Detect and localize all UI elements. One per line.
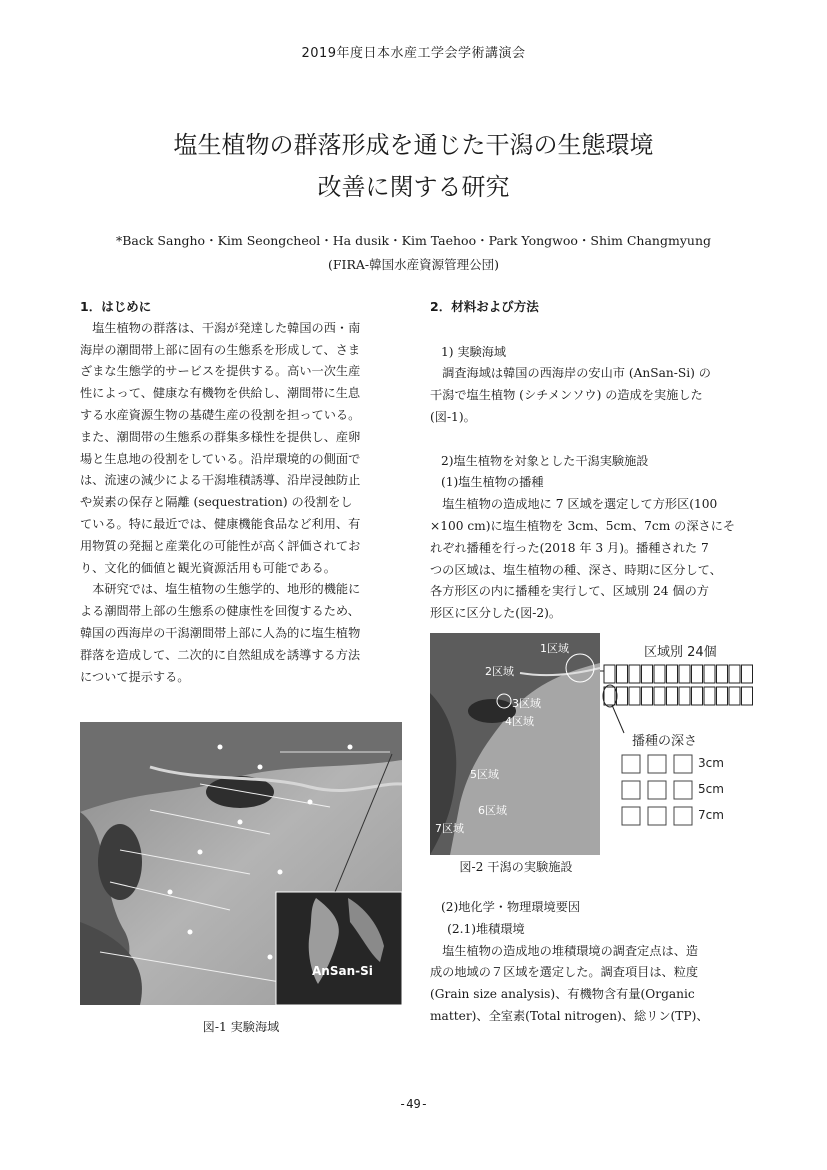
depth-label: 播種の深さ xyxy=(632,734,698,749)
quadrat-cell xyxy=(629,687,640,705)
title-line-2: 改善に関する研究 xyxy=(317,173,510,201)
depth-box xyxy=(622,807,640,825)
intro-line: は、流速の減少による干潟堆積誘導、沿岸浸蝕防止 xyxy=(80,473,361,488)
quadrat-cell xyxy=(717,665,728,683)
quadrat-cell xyxy=(692,665,703,683)
body-line: (Grain size analysis)、有機物含有量(Organic xyxy=(430,987,695,1002)
quadrat-cell xyxy=(704,687,715,705)
quadrat-cell xyxy=(604,665,615,683)
quadrat-cell xyxy=(729,665,740,683)
body-line: 成の地域の７区域を選定した。調査項目は、粒度 xyxy=(430,965,699,980)
intro-line: ている。特に最近では、健康機能食品など利用、有 xyxy=(80,516,361,531)
intro-line: 海岸の潮間帯上部に固有の生態系を形成して、さま xyxy=(80,342,361,357)
quadrat-cell xyxy=(654,687,665,705)
depth-box xyxy=(674,781,692,799)
intro-line: について提示する。 xyxy=(80,669,190,684)
quadrat-cell xyxy=(667,687,678,705)
depth-box xyxy=(648,781,666,799)
right-column-top xyxy=(430,296,760,625)
body-line: つの区域は、塩生植物の種、深さ、時期に区分して、 xyxy=(430,562,722,577)
subsection-subtitle: (1)塩生植物の播種 xyxy=(440,475,544,490)
body-line: (図-1)。 xyxy=(430,409,476,424)
quadrat-cell xyxy=(717,687,728,705)
body-line: れぞれ播種を行った(2018 年 3 月)。播種された 7 xyxy=(430,540,709,555)
quadrat-grid xyxy=(603,665,753,707)
author-block xyxy=(60,229,767,277)
intro-line: 用物質の発掘と産業化の可能性が高く評価されてお xyxy=(80,538,361,553)
depth-box xyxy=(674,807,692,825)
depth-box xyxy=(648,807,666,825)
quadrat-cell xyxy=(642,687,653,705)
depth-value: 7cm xyxy=(698,808,724,822)
intro-line: ざまな生態学的サービスを提供する。高い一次生産 xyxy=(80,364,361,379)
body-line: 各方形区の内に播種を実行して、区域別 24 個の方 xyxy=(430,584,709,599)
figure-1-caption: 図-1 実験海域 xyxy=(202,1020,280,1034)
quadrat-cell xyxy=(654,665,665,683)
title-line-1: 塩生植物の群落形成を通じた干潟の生態環境 xyxy=(173,131,654,159)
depth-boxes xyxy=(622,755,692,825)
body-line: ×100 cm)に塩生植物を 3cm、5cm、7cm の深さにそ xyxy=(430,518,736,533)
depth-box xyxy=(622,781,640,799)
quadrat-cell xyxy=(742,665,753,683)
intro-line: 韓国の西海岸の干潟潮間帯上部に人為的に塩生植物 xyxy=(80,625,361,640)
subsection-title: 1) 実験海域 xyxy=(440,344,507,359)
body-line: 形区に区分した(図-2)。 xyxy=(430,606,562,621)
figure-2-caption: 図-2 干潟の実験施設 xyxy=(459,860,573,874)
quadrat-cell xyxy=(679,687,690,705)
intro-line: 塩生植物の群落は、干潟が発達した韓国の西・南 xyxy=(92,320,361,335)
intro-line: り、文化的価値と観光資源活用も可能である。 xyxy=(80,560,336,575)
subsection-title: 2)塩生植物を対象とした干潟実験施設 xyxy=(440,453,649,468)
zone-label: 2区域 xyxy=(485,665,514,678)
figure-1-aerial-photo xyxy=(80,722,402,1005)
intro-line: する水産資源生物の基礎生産の役割を担っている。 xyxy=(80,407,361,422)
quadrat-cell xyxy=(604,687,615,705)
intro-line: よる潮間帯上部の生態系の健康性を回復するため、 xyxy=(80,604,360,619)
page-number: -49- xyxy=(399,1097,428,1111)
section-heading-methods: 2．材料および方法 xyxy=(430,299,539,314)
zone-label: 4区域 xyxy=(505,715,534,728)
right-column-bottom xyxy=(430,897,760,1028)
body-line: 塩生植物の造成地の堆積環境の調査定点は、造 xyxy=(442,943,699,958)
quadrat-cell xyxy=(742,687,753,705)
body-line: 調査海域は韓国の西海岸の安山市 (AnSan-Si) の xyxy=(442,366,711,381)
quadrat-cell xyxy=(617,665,628,683)
quadrat-cell xyxy=(629,665,640,683)
quadrat-cell xyxy=(667,665,678,683)
intro-line: 本研究では、塩生植物の生態学的、地形的機能に xyxy=(92,582,361,597)
figure-2-experiment-site xyxy=(430,633,760,855)
quadrat-cell xyxy=(617,687,628,705)
intro-line: 場と生息地の役割をしている。沿岸環境的の側面で xyxy=(80,451,361,466)
fig1-inset-label: AnSan-Si xyxy=(312,964,373,978)
zone-label: 7区域 xyxy=(435,822,464,835)
zone-label: 5区域 xyxy=(470,768,499,781)
left-column xyxy=(80,296,410,688)
quadrat-cell xyxy=(642,665,653,683)
zone-label: 3区域 xyxy=(512,697,541,710)
depth-box xyxy=(674,755,692,773)
intro-line: 群落を造成して、二次的に自然組成を誘導する方法 xyxy=(80,647,361,662)
intro-line: や炭素の保存と隔離 (sequestration) の役割をし xyxy=(80,495,353,510)
quadrat-cell xyxy=(729,687,740,705)
body-line: matter)、全室素(Total nitrogen)、総リン(TP)、 xyxy=(430,1008,709,1023)
zone-label: 6区域 xyxy=(478,804,507,817)
quadrat-cell xyxy=(704,665,715,683)
affiliation: (FIRA-韓国水産資源管理公団) xyxy=(327,257,500,272)
subsection-title: (2)地化学・物理環境要因 xyxy=(440,900,581,914)
quadrat-cell xyxy=(679,665,690,683)
conference-header: 2019年度日本水産工学会学術講演会 xyxy=(301,46,526,61)
body-line: 干潟で塩生植物 (シチメンソウ) の造成を実施した xyxy=(430,388,703,403)
section-heading-intro: 1．はじめに xyxy=(80,299,152,314)
body-line: 塩生植物の造成地に 7 区域を選定して方形区(100 xyxy=(442,497,718,512)
author-list: *Back Sangho・Kim Seongcheol・Ha dusik・Kim Taehoo・Park Yongwoo・Shim Changmyung xyxy=(116,233,711,248)
intro-line: また、潮間帯の生態系の群集多様性を提供し、産卵 xyxy=(80,429,361,444)
grid-label: 区域別 24個 xyxy=(644,645,717,660)
paper-title xyxy=(60,124,767,208)
subsection-subtitle: (2.1)堆積環境 xyxy=(447,921,525,936)
depth-box xyxy=(622,755,640,773)
quadrat-cell xyxy=(692,687,703,705)
zone-label: 1区域 xyxy=(540,642,569,655)
intro-line: 性によって、健康な有機物を供給し、潮間帯に生息 xyxy=(80,386,361,401)
depth-box xyxy=(648,755,666,773)
depth-value: 3cm xyxy=(698,756,724,770)
depth-value: 5cm xyxy=(698,782,724,796)
